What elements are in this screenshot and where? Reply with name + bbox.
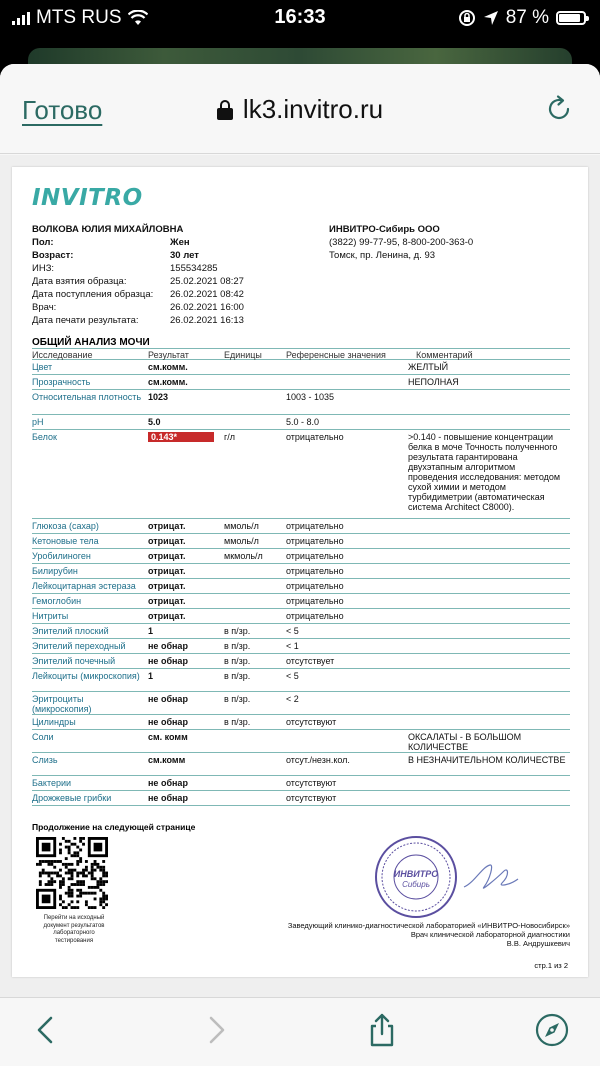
test-name: Эпителий почечный — [32, 656, 116, 666]
inz-label: ИНЗ: — [32, 263, 55, 274]
units-value: г/л — [224, 432, 236, 442]
table-row — [32, 376, 570, 390]
browser-sheet — [0, 64, 600, 1066]
location-icon — [483, 10, 499, 26]
test-name: Цвет — [32, 362, 53, 372]
table-row — [32, 580, 570, 594]
reference-value: < 5 — [286, 626, 299, 636]
table-row — [32, 670, 570, 692]
table-row — [32, 565, 570, 579]
reference-value: отрицательно — [286, 581, 344, 591]
table-row — [32, 640, 570, 654]
units-value: мкмоль/л — [224, 551, 263, 561]
units-value: в п/зр. — [224, 694, 251, 704]
units-value: в п/зр. — [224, 656, 251, 666]
comment-value: В НЕЗНАЧИТЕЛЬНОМ КОЛИЧЕСТВЕ — [408, 755, 566, 765]
result-value: 5.0 — [148, 417, 161, 427]
result-value: не обнар — [148, 793, 188, 803]
reference-value: отрицательно — [286, 611, 344, 621]
units-value: ммоль/л — [224, 536, 259, 546]
status-right — [458, 7, 586, 29]
printed-value: 26.02.2021 16:13 — [170, 315, 244, 326]
units-value: в п/зр. — [224, 717, 251, 727]
test-name: Нитриты — [32, 611, 69, 621]
col-units: Единицы — [224, 350, 262, 360]
result-value: отрицат. — [148, 611, 186, 621]
test-name: Слизь — [32, 755, 58, 765]
units-value: в п/зр. — [224, 671, 251, 681]
comment-value: ЖЕЛТЫЙ — [408, 362, 449, 372]
browser-toolbar — [0, 997, 600, 1066]
carrier-name: MTS RUS — [36, 7, 122, 28]
signature — [460, 857, 520, 897]
result-value: не обнар — [148, 778, 188, 788]
result-value: см.комм — [148, 755, 186, 765]
share-icon[interactable] — [364, 1012, 400, 1048]
reference-value: отсут./незн.кол. — [286, 755, 350, 765]
inz-value: 155534285 — [170, 263, 218, 274]
test-name: Прозрачность — [32, 377, 91, 387]
back-icon[interactable] — [28, 1012, 64, 1048]
table-row — [32, 625, 570, 639]
continued-note: Продолжение на следующей странице — [32, 822, 196, 832]
compass-icon[interactable] — [534, 1012, 570, 1048]
qr-code[interactable] — [36, 837, 108, 909]
result-value: 1023 — [148, 392, 169, 402]
sex-label: Пол: — [32, 237, 54, 248]
doctor-value: 26.02.2021 16:00 — [170, 302, 244, 313]
forward-icon[interactable] — [198, 1012, 234, 1048]
orientation-lock-icon — [458, 9, 476, 27]
test-name: Эритроциты (микроскопия) — [32, 694, 92, 714]
test-name: Лейкоцитарная эстераза — [32, 581, 136, 591]
units-value: ммоль/л — [224, 521, 259, 531]
table-row — [32, 550, 570, 564]
age-value: 30 лет — [170, 250, 199, 261]
reference-value: 5.0 - 8.0 — [286, 417, 320, 427]
table-row — [32, 655, 570, 669]
table-row — [32, 595, 570, 609]
footer-line-1: Заведующий клинико-диагностической лабораторией «ИНВИТРО-Новосибирск» — [287, 921, 570, 930]
reference-value: отсутствуют — [286, 778, 337, 788]
col-result: Результат — [148, 350, 189, 360]
test-name: Белок — [32, 432, 57, 442]
test-name: Эпителий плоский — [32, 626, 109, 636]
result-value: не обнар — [148, 656, 188, 666]
age-label: Возраст: — [32, 250, 74, 261]
table-row — [32, 535, 570, 549]
result-value: отрицат. — [148, 521, 186, 531]
reference-value: < 5 — [286, 671, 299, 681]
reference-value: отрицательно — [286, 566, 344, 576]
table-row — [32, 520, 570, 534]
table-row — [32, 431, 570, 519]
footer-line-3: В.В. Андрушкевич — [506, 939, 570, 948]
table-row — [32, 361, 570, 375]
doctor-label: Врач: — [32, 302, 57, 313]
table-row — [32, 716, 570, 730]
result-value: см. комм — [148, 732, 188, 742]
test-name: Эпителий переходный — [32, 641, 126, 651]
result-value: 1 — [148, 671, 154, 681]
test-name: Гемоглобин — [32, 596, 82, 606]
lab-stamp-seal — [374, 835, 458, 919]
test-name: Лейкоциты (микроскопия) — [32, 671, 140, 681]
reference-value: отрицательно — [286, 536, 344, 546]
test-name: Билирубин — [32, 566, 78, 576]
test-name: Глюкоза (сахар) — [32, 521, 99, 531]
reference-value: отрицательно — [286, 551, 344, 561]
table-row — [32, 777, 570, 791]
reference-value: отрицательно — [286, 432, 344, 442]
sample-received-value: 26.02.2021 08:42 — [170, 289, 244, 300]
col-test: Исследование — [32, 350, 93, 360]
address-bar[interactable] — [0, 94, 600, 125]
status-bar — [0, 0, 600, 36]
test-name: Относительная плотность — [32, 392, 142, 402]
table-row — [32, 693, 570, 715]
test-name: Кетоновые тела — [32, 536, 99, 546]
table-row — [32, 792, 570, 806]
document-viewer[interactable] — [0, 155, 600, 997]
lab-address: Томск, пр. Ленина, д. 93 — [329, 250, 436, 261]
lab-phone: (3822) 99-77-95, 8-800-200-363-0 — [329, 237, 474, 248]
result-value: не обнар — [148, 641, 188, 651]
qr-note: Перейти на исходный документ результатов лабораторного тестирования — [43, 915, 105, 944]
reference-value: отсутствует — [286, 656, 335, 666]
table-row — [32, 416, 570, 430]
test-name: Цилиндры — [32, 717, 76, 727]
test-name: Уробилиноген — [32, 551, 91, 561]
result-value: отрицат. — [148, 551, 186, 561]
result-value-flagged: 0.143* — [148, 432, 214, 442]
comment-value: НЕПОЛНАЯ — [408, 377, 459, 387]
test-name: pH — [32, 417, 44, 427]
footer-line-2: Врач клинической лабораторной диагностики — [410, 930, 570, 939]
reference-value: < 1 — [286, 641, 299, 651]
result-value: отрицат. — [148, 581, 186, 591]
page-number: стр.1 из 2 — [534, 961, 568, 970]
done-button[interactable]: Готово — [22, 95, 103, 125]
sample-received-label: Дата поступления образца: — [32, 289, 154, 300]
sample-taken-value: 25.02.2021 08:27 — [170, 276, 244, 287]
lock-icon — [217, 100, 233, 120]
reload-icon[interactable] — [544, 94, 574, 124]
table-row — [32, 391, 570, 415]
reference-value: отсутствуют — [286, 717, 337, 727]
reference-value: отсутствуют — [286, 793, 337, 803]
result-value: отрицат. — [148, 566, 186, 576]
svg-text:ИНВИТРО: ИНВИТРО — [393, 869, 439, 879]
comment-value: ОКСАЛАТЫ - В БОЛЬШОМ КОЛИЧЕСТВЕ — [408, 732, 522, 752]
test-name: Бактерии — [32, 778, 72, 788]
patient-name: ВОЛКОВА ЮЛИЯ МИХАЙЛОВНА — [32, 224, 184, 235]
result-value: см.комм. — [148, 377, 188, 387]
table-row — [32, 731, 570, 753]
result-value: не обнар — [148, 717, 188, 727]
lab-report-page — [12, 167, 588, 977]
result-value: отрицат. — [148, 596, 186, 606]
lab-name: ИНВИТРО-Сибирь ООО — [329, 224, 440, 235]
test-name: Соли — [32, 732, 54, 742]
battery-icon — [556, 11, 586, 25]
svg-text:Сибирь: Сибирь — [402, 880, 430, 889]
battery-percent: 87 % — [505, 7, 549, 28]
sex-value: Жен — [170, 237, 190, 248]
result-value: не обнар — [148, 694, 188, 704]
lab-head-signature-block — [288, 921, 570, 948]
reference-value: отрицательно — [286, 521, 344, 531]
invitro-logo: INVITRO — [32, 185, 143, 211]
result-value: 1 — [148, 626, 154, 636]
url-text: lk3.invitro.ru — [242, 94, 384, 124]
battery-fill — [559, 14, 580, 22]
browser-navbar — [0, 64, 600, 154]
table-row — [32, 610, 570, 624]
printed-label: Дата печати результата: — [32, 315, 139, 326]
clock: 16:33 — [274, 6, 326, 28]
reference-value: 1003 - 1035 — [286, 392, 335, 402]
col-comment: Комментарий — [416, 350, 473, 360]
comment-value: >0.140 - повышение концентрации белка в моче Точность полученного результата гарантирована двухэтапным алгоритмом проведения исследования: методом сухой химии и методом турбидиметрии (автоматическая система Architect C8000). — [408, 432, 561, 512]
result-value: отрицат. — [148, 536, 186, 546]
col-reference: Референсные значения — [286, 350, 386, 360]
section-title: ОБЩИЙ АНАЛИЗ МОЧИ — [32, 337, 150, 348]
reference-value: < 2 — [286, 694, 299, 704]
sample-taken-label: Дата взятия образца: — [32, 276, 127, 287]
reference-value: отрицательно — [286, 596, 344, 606]
table-header — [32, 348, 570, 360]
units-value: в п/зр. — [224, 626, 251, 636]
test-name: Дрожжевые грибки — [32, 793, 112, 803]
result-value: см.комм. — [148, 362, 188, 372]
table-row — [32, 754, 570, 776]
units-value: в п/зр. — [224, 641, 251, 651]
